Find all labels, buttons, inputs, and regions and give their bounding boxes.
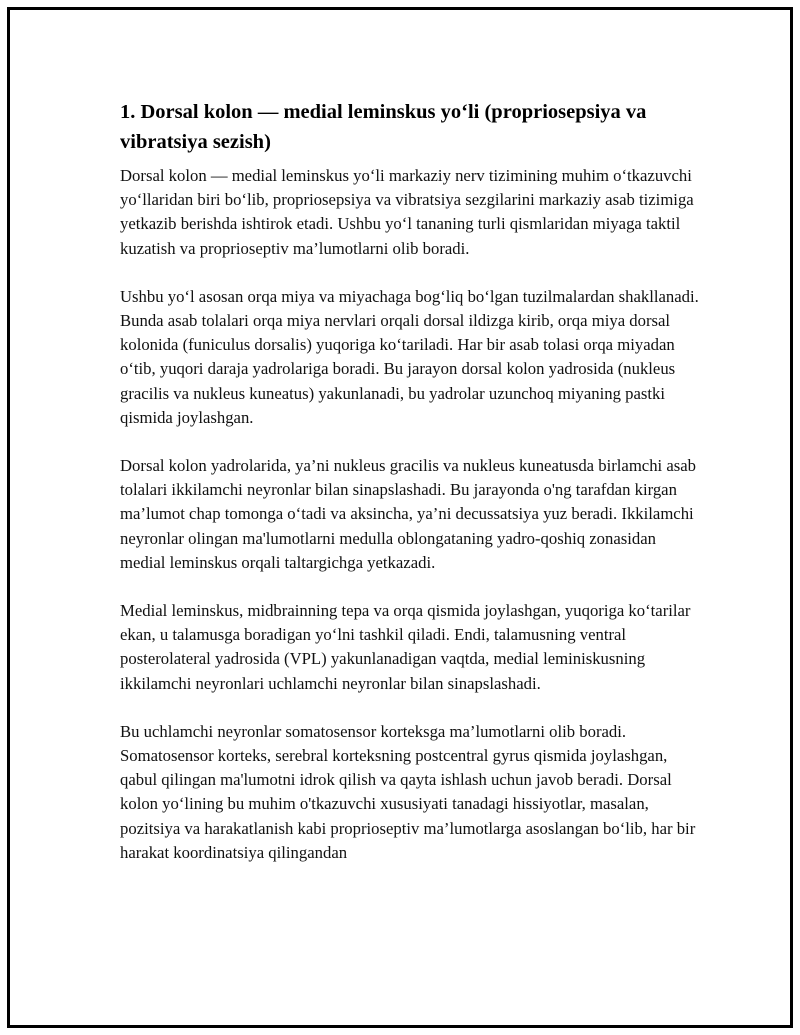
section-heading: 1. Dorsal kolon — medial leminskus yo‘li (propriosepsiya va vibratsiya sezish)	[120, 101, 647, 153]
paragraph-decussation: Dorsal kolon yadrolarida, ya’ni nukleus gracilis va nukleus kuneatusda birlamchi asab tolalari ikkilamchi neyronlar bilan sinapslashadi. Bu jarayonda o'ng tarafdan kirgan ma’lumot chap tomonga o‘tadi va aksincha, ya’ni decussatsiya yuz beradi. Ikkilamchi neyronlar olingan ma'lumotlarni medulla oblongataning yadro-qoshiq zonasidan medial leminskus orqali taltargichga yetkazadi.	[120, 456, 697, 572]
document-body	[120, 97, 700, 889]
paragraph-cortex: Bu uchlamchi neyronlar somatosensor korteksga ma’lumotlarni olib boradi. Somatosensor korteks, serebral korteksning postcentral gyrus qismida joylashgan, qabul qilingan ma'lumotni idrok qilish va qayta ishlash uchun javob beradi. Dorsal kolon yo‘lining bu muhim o'tkazuvchi xususiyati tanadagi hissiyotlar, masalan, pozitsiya va harakatlanish kabi proprioseptiv ma’lumotlarga asoslangan bo‘lib, har bir harakat koordinatsiya qilingandan	[120, 721, 696, 862]
paragraph-intro: Dorsal kolon — medial leminskus yo‘li markaziy nerv tizimining muhim o‘tkazuvchi yo‘llaridan biri bo‘lib, propriosepsiya va vibratsiya sezgilarini markaziy asab tizimiga yetkazib berishda ishtirok etadi. Ushbu yo‘l tananing turli qismlaridan miyaga taktil kuzatish va proprioseptiv ma’lumotlarni olib boradi.	[120, 166, 694, 258]
paragraph-thalamus: Medial leminskus, midbrainning tepa va orqa qismida joylashgan, yuqoriga ko‘tarilar ekan, u talamusga boradigan yo‘lni tashkil qiladi. Endi, talamusning ventral posterolateral yadrosida (VPL) yakunlanadigan vaqtda, medial leminiskusning ikkilamchi neyronlari uchlamchi neyronlar bilan sinapslashadi.	[120, 601, 691, 693]
paragraph-structure: Ushbu yo‘l asosan orqa miya va miyachaga bog‘liq bo‘lgan tuzilmalardan shakllanadi. Bunda asab tolalari orqa miya nervlari orqali dorsal ildizga kirib, orqa miya dorsal kolonida (funiculus dorsalis) yuqoriga ko‘tariladi. Har bir asab tolasi orqa miyadan o‘tib, yuqori daraja yadrolariga boradi. Bu jarayon dorsal kolon yadrosida (nukleus gracilis va nukleus kuneatus) yakunlanadi, bu yadrolar uzunchoq miyaning pastki qismida joylashgan.	[120, 286, 699, 427]
page-frame	[7, 7, 793, 1028]
